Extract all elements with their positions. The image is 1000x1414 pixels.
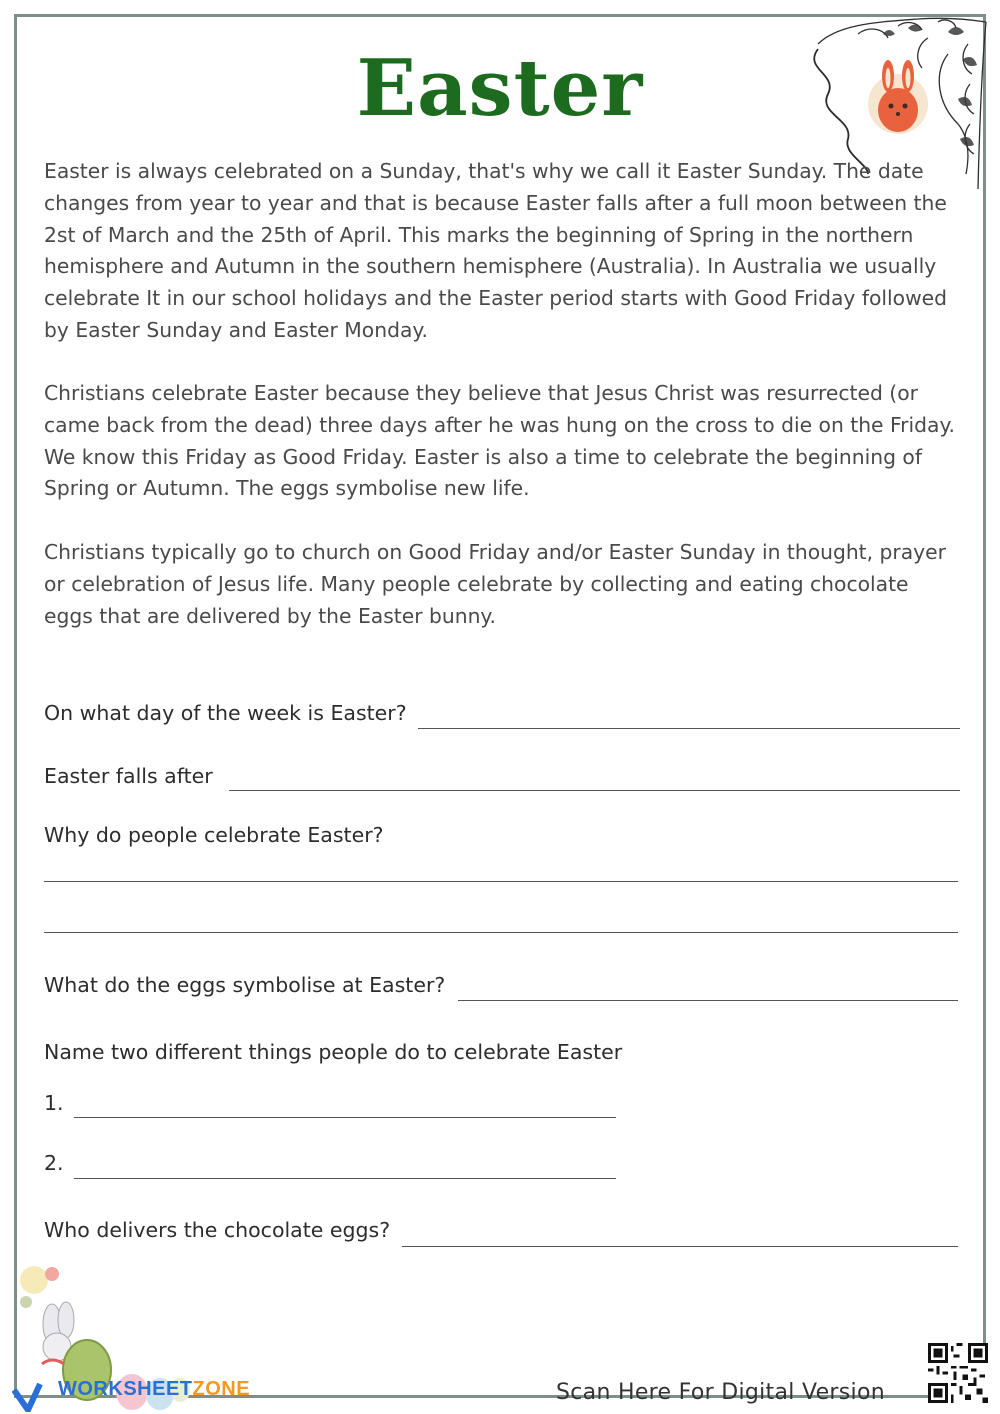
question-why-celebrate: Why do people celebrate Easter? [44, 823, 384, 847]
brand-name-part2: ZONE [192, 1378, 251, 1400]
answer-line-who-delivers[interactable] [402, 1246, 958, 1247]
answer-line-day-of-week[interactable] [418, 728, 960, 729]
item-number-1: 1. [44, 1091, 64, 1115]
answer-line-eggs-symbolise[interactable] [458, 1000, 958, 1001]
page-title: Easter [356, 43, 644, 134]
question-who-delivers: Who delivers the chocolate eggs? [44, 1218, 391, 1242]
brand-logo[interactable] [58, 1378, 250, 1401]
paragraph-1: Easter is always celebrated on a Sunday, that's why we call it Easter Sunday. The date changes from year to year and that is because Easter falls after a full moon between the 2st of March and the 25th of April. This marks the beginning of Spring in the northern hemisphere and Autumn in the southern hemisphere (Australia). In Australia we usually celebrate It in our school holidays and the Easter period starts with Good Friday followed by Easter Sunday and Easter Monday. [44, 159, 948, 342]
brand-name-part1: WORKSHEET [58, 1378, 193, 1400]
answer-line-why-celebrate-2[interactable] [44, 932, 958, 933]
item-number-2: 2. [44, 1151, 64, 1175]
paragraph-2: Christians celebrate Easter because they believe that Jesus Christ was resurrected (or came back from the dead) three days after he was hung on the cross to die on the Friday. We know this Friday as Good Friday. Easter is also a time to celebrate the beginning of Spring or Autumn. The eggs symbolise new life. [44, 381, 955, 501]
paragraph-3: Christians typically go to church on Good Friday and/or Easter Sunday in thought, prayer or celebration of Jesus life. Many people celebrate by collecting and eating chocolate eggs that are delivered by the Easter bunny. [44, 540, 946, 628]
answer-line-why-celebrate-1[interactable] [44, 881, 958, 882]
answer-line-easter-falls-after[interactable] [229, 790, 960, 791]
question-day-of-week: On what day of the week is Easter? [44, 701, 407, 725]
question-two-things: Name two different things people do to celebrate Easter [44, 1040, 623, 1064]
question-eggs-symbolise: What do the eggs symbolise at Easter? [44, 973, 446, 997]
question-easter-falls-after: Easter falls after [44, 764, 213, 788]
qr-code-icon[interactable] [928, 1343, 988, 1403]
answer-line-thing-2[interactable] [74, 1178, 616, 1179]
scan-instruction: Scan Here For Digital Version [556, 1380, 885, 1405]
answer-line-thing-1[interactable] [74, 1117, 616, 1118]
